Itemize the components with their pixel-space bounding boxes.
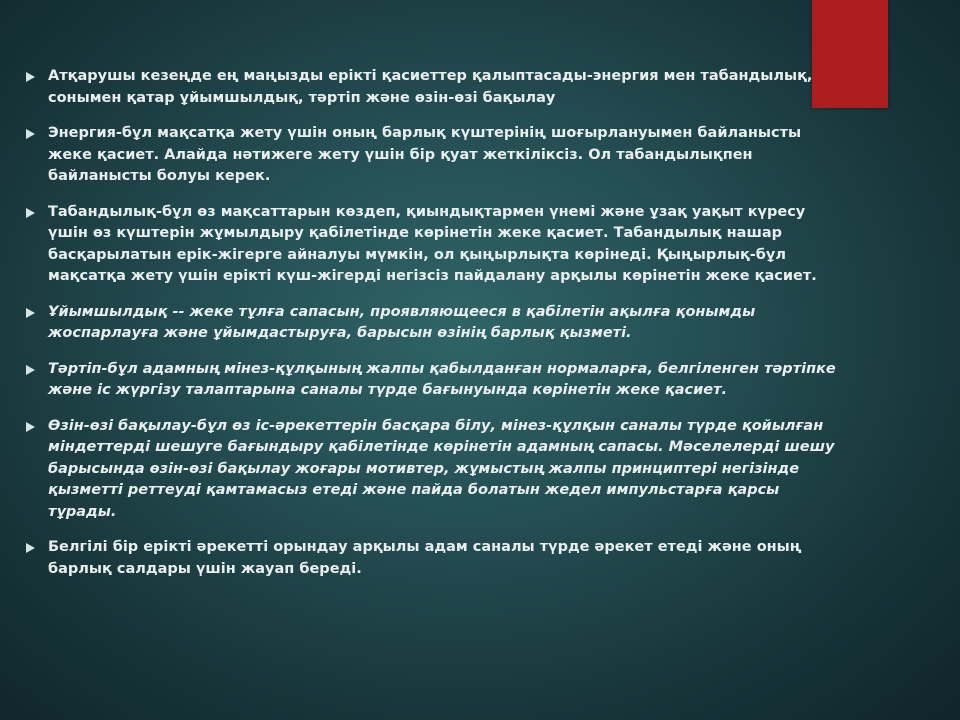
bullet-item-6: [26, 416, 836, 524]
bullet-text: Белгілі бір ерікті әрекетті орындау арқылы адам саналы түрде әрекет етеді және оның барлық салдары үшін жауап береді.: [48, 539, 802, 577]
bullet-item-7: [26, 537, 836, 580]
bullet-item-3: [26, 202, 836, 288]
triangle-bullet-icon: [26, 422, 35, 432]
bullet-text: Тәртіп-бұл адамның мінез-құлқының жалпы қабылданған нормаларға, белгіленген тәртіпке және іс жүргізу талаптарына саналы түрде бағынуында көрінетін жеке қасиет.: [48, 360, 836, 398]
bullet-text: Энергия-бұл мақсатқа жету үшін оның барлық күштерінің шоғырлануымен байланысты жеке қасиет. Алайда нәтижеге жету үшін бір қуат жеткіліксіз. Ол табандылықпен байланысты болуы керек.: [48, 125, 802, 184]
bullet-item-1: [26, 66, 836, 109]
bullet-text: Ұйымшылдық -- жеке тұлға сапасын, проявляющееся в қабілетін ақылға қонымды жоспарлауға және ұйымдастыруға, барысын өзінің барлық қызметі.: [48, 303, 756, 341]
bullet-text: Өзін-өзі бақылау-бұл өз іс-әрекеттерін басқара білу, мінез-құлқын саналы түрде қойылған міндеттерді шешуге бағындыру қабілетінде көрінетін адамның сапасы. Мәселелерді шешу барысында өзін-өзі бақылау жоғары мотивтер, жұмыстың жалпы принциптері негізінде қызметті реттеуді қамтамасыз етеді және пайда болатын жедел импульстарға қарсы тұрады.: [48, 417, 835, 520]
triangle-bullet-icon: [26, 365, 35, 375]
triangle-bullet-icon: [26, 129, 35, 139]
triangle-bullet-icon: [26, 208, 35, 218]
bullet-text: Атқарушы кезеңде ең маңызды ерікті қасиеттер қалыптасады-энергия мен табандылық, сонымен қатар ұйымшылдық, тәртіп және өзін-өзі бақылау: [48, 68, 813, 106]
bullet-item-5: [26, 359, 836, 402]
triangle-bullet-icon: [26, 308, 35, 318]
bullet-item-2: [26, 123, 836, 188]
bullet-list: [26, 66, 836, 594]
triangle-bullet-icon: [26, 72, 35, 82]
bullet-text: Табандылық-бұл өз мақсаттарын көздеп, қиындықтармен үнемі және ұзақ уақыт күресу үшін өз күштерін жұмылдыру қабілетінде көрінетін жеке қасиет. Табандылық нашар басқарылатын ерік-жігерге айналуы мүмкін, ол қыңырлықта көрінеді. Қыңырлық-бұл мақсатқа жету үшін ерікті күш-жігерді негізсіз пайдалану арқылы көрінетін жеке қасиет.: [48, 203, 817, 284]
triangle-bullet-icon: [26, 543, 35, 553]
bullet-item-4: [26, 302, 836, 345]
